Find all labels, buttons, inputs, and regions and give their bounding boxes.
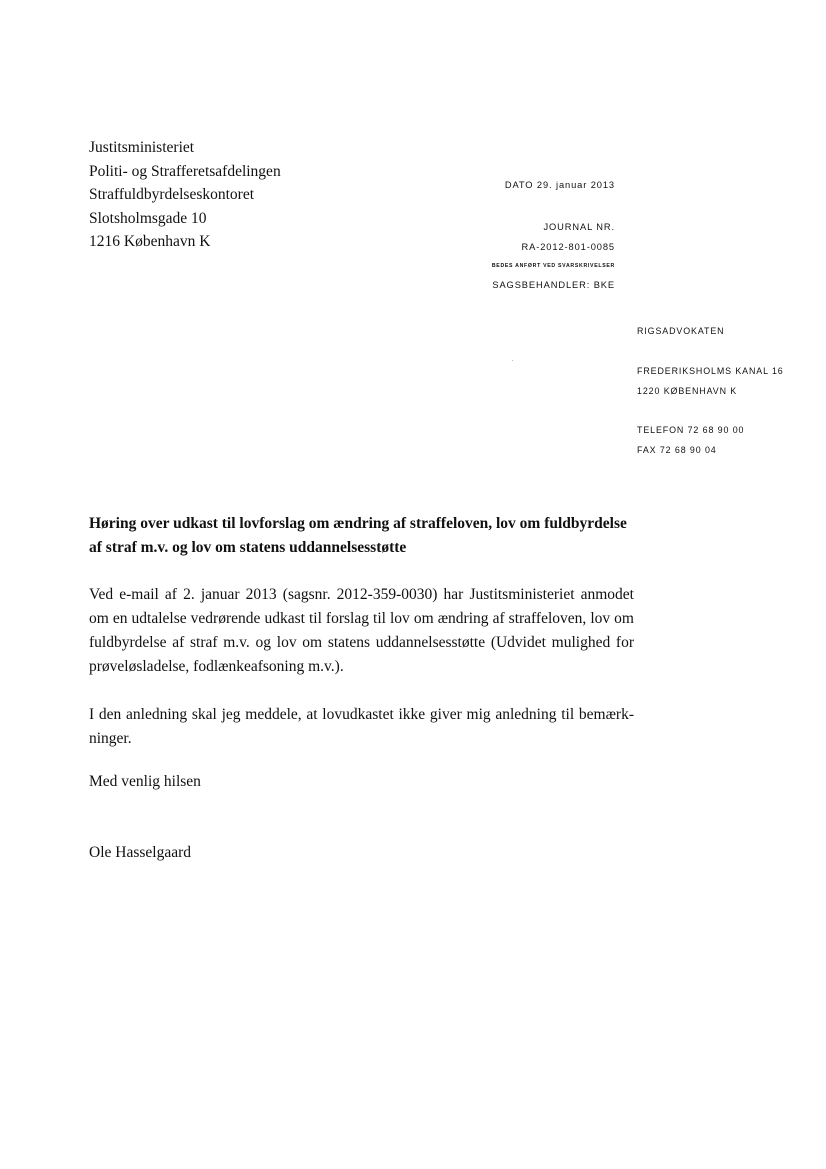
closing-greeting: Med venlig hilsen bbox=[89, 773, 201, 790]
journal-number: RA-2012-801-0085 bbox=[521, 242, 615, 252]
sender-street: FREDERIKSHOLMS KANAL 16 bbox=[637, 366, 784, 376]
recipient-address bbox=[89, 136, 281, 254]
recipient-line: Politi- og Strafferetsafdelingen bbox=[89, 162, 281, 180]
body-paragraph: Ved e-mail af 2. januar 2013 (sagsnr. 2012-359-0030) har Justitsministeriet anmodet om en udtalelse vedrørende udkast til forslag til lov om ændring af straffeloven, lov om fuldbyrdelse af straf m.v. og lov om statens uddannelsesstøtte (Udvidet mulighed for prøveløsladelse, fodlænkeafsoning m.v.). bbox=[89, 586, 634, 675]
sender-phone: TELEFON 72 68 90 00 bbox=[637, 425, 745, 435]
recipient-line: Straffuldbyrdelseskontoret bbox=[89, 186, 255, 204]
journal-label: JOURNAL NR. bbox=[543, 222, 615, 232]
scan-speck bbox=[512, 360, 513, 361]
signature-name: Ole Hasselgaard bbox=[89, 844, 191, 861]
letter-subject: Høring over udkast til lovforslag om ændring af straffeloven, lov om fuldbyrdelse af straf m.v. og lov om statens uddannelsesstøtte bbox=[89, 515, 627, 556]
recipient-line: Justitsministeriet bbox=[89, 139, 195, 156]
reference-note: BEDES ANFØRT VED SVARSKRIVELSER bbox=[491, 263, 615, 269]
sender-fax: FAX 72 68 90 04 bbox=[637, 445, 717, 455]
letter-date: DATO 29. januar 2013 bbox=[504, 180, 615, 190]
sender-name: RIGSADVOKATEN bbox=[637, 326, 725, 336]
recipient-line: Slotsholmsgade 10 bbox=[89, 209, 207, 227]
recipient-line: 1216 København K bbox=[89, 233, 211, 251]
body-paragraph: I den anledning skal jeg meddele, at lovudkastet ikke giver mig anledning til bemærk-ninger. bbox=[89, 706, 634, 747]
sender-city: 1220 KØBENHAVN K bbox=[637, 386, 738, 396]
case-handler: SAGSBEHANDLER: BKE bbox=[492, 280, 615, 290]
